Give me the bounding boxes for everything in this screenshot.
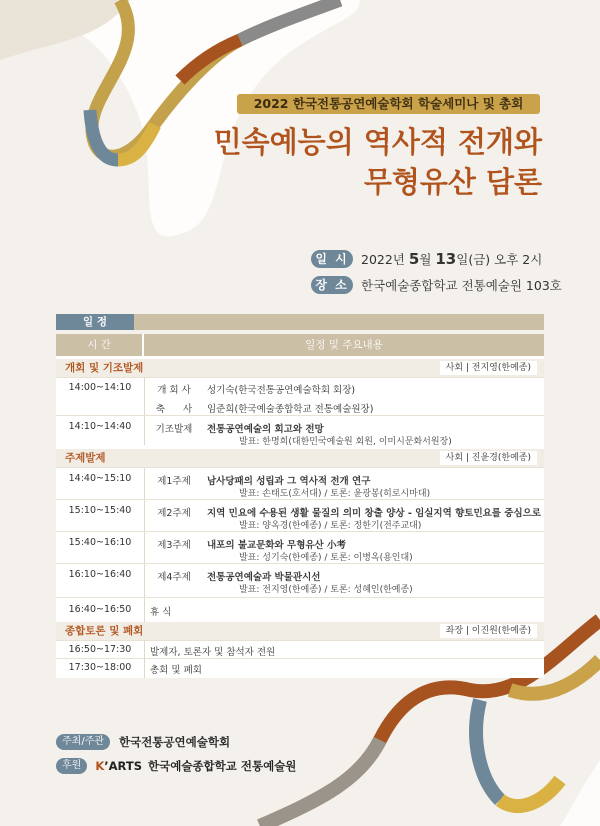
- sponsor-value: 한국예술종합학교 전통예술원: [148, 759, 297, 773]
- table-row: 14:10~14:40 기조발제 전통공연예술의 회고와 전망 발표: 한명희(대한민국예술원 회원, 이미시문화서원장): [56, 415, 544, 448]
- date-label: 일 시: [311, 250, 353, 268]
- table-row: 15:10~15:40 제2주제 지역 민요에 수용된 생활 물질의 의미 창출 양상 - 임실지역 향토민요를 중심으로 발표: 양옥경(한예종) / 토론: 정한기(전주교대): [56, 499, 544, 532]
- column-header-content: 일정 및 주요내용: [144, 334, 544, 356]
- schedule-tab-label: 일 정: [56, 314, 134, 330]
- event-subtitle: 2022 한국전통공연예술학회 학술세미나 및 총회: [237, 94, 540, 114]
- sponsor-label: 후원: [56, 758, 87, 774]
- sponsor-row: [56, 758, 296, 774]
- section-closing: [56, 622, 544, 640]
- table-row: 15:40~16:10 제3주제 내포의 불교문화와 무형유산 小考 발표: 성기숙(한예종) / 토론: 이병옥(용인대): [56, 531, 544, 564]
- karts-logo: K’ARTS: [95, 759, 142, 773]
- table-row: 16:40~16:50 휴 식: [56, 597, 544, 620]
- title-line-1: 민속예능의 역사적 전개와: [213, 125, 542, 159]
- table-row: 17:30~18:00 총회 및 폐회: [56, 658, 544, 677]
- section-presentations: [56, 449, 544, 467]
- table-row: 16:50~17:30 발제자, 토론자 및 참석자 전원: [56, 640, 544, 659]
- section-title: 종합토론 및 폐회: [65, 625, 144, 637]
- organizer-value: 한국전통공연예술학회: [119, 735, 231, 749]
- organizer-row: [56, 734, 230, 750]
- section-host: 사회 | 진윤경(한예종): [440, 451, 537, 465]
- main-title: [214, 122, 542, 202]
- schedule-table: [56, 334, 544, 678]
- section-opening: [56, 359, 544, 377]
- table-row: 14:40~15:10 제1주제 남사당패의 성립과 그 역사적 전개 연구 발표: 손태도(호서대) / 토론: 윤광봉(히로시마대): [56, 467, 544, 500]
- place-row: [311, 275, 562, 295]
- date-row: [311, 249, 542, 269]
- column-divider: [144, 640, 145, 678]
- section-host: 좌장 | 이진원(한예종): [440, 624, 537, 638]
- title-line-2: 무형유산 담론: [363, 165, 542, 199]
- schedule-tab-bar: [56, 314, 544, 330]
- table-row: 16:10~16:40 제4주제 전통공연예술과 박물관시선 발표: 전지영(한예종) / 토론: 성혜인(한예종): [56, 563, 544, 596]
- section-title: 주제발제: [65, 452, 106, 464]
- section-host: 사회 | 전지영(한예종): [440, 361, 537, 375]
- place-value: 한국예술종합학교 전통예술원 103호: [361, 278, 562, 293]
- table-row: 축 사 임준희(한국예술종합학교 전통예술원장): [155, 404, 374, 415]
- date-value: 2022년 5월 13일(금) 오후 2시: [361, 250, 543, 268]
- column-header-time: 시 간: [56, 334, 142, 356]
- table-row: 14:00~14:10 개 회 사 성기숙(한국전통공연예술학회 회장): [56, 377, 544, 398]
- place-label: 장 소: [311, 276, 353, 294]
- section-title: 개회 및 기조발제: [65, 362, 144, 374]
- organizer-label: 주최/주관: [56, 734, 110, 750]
